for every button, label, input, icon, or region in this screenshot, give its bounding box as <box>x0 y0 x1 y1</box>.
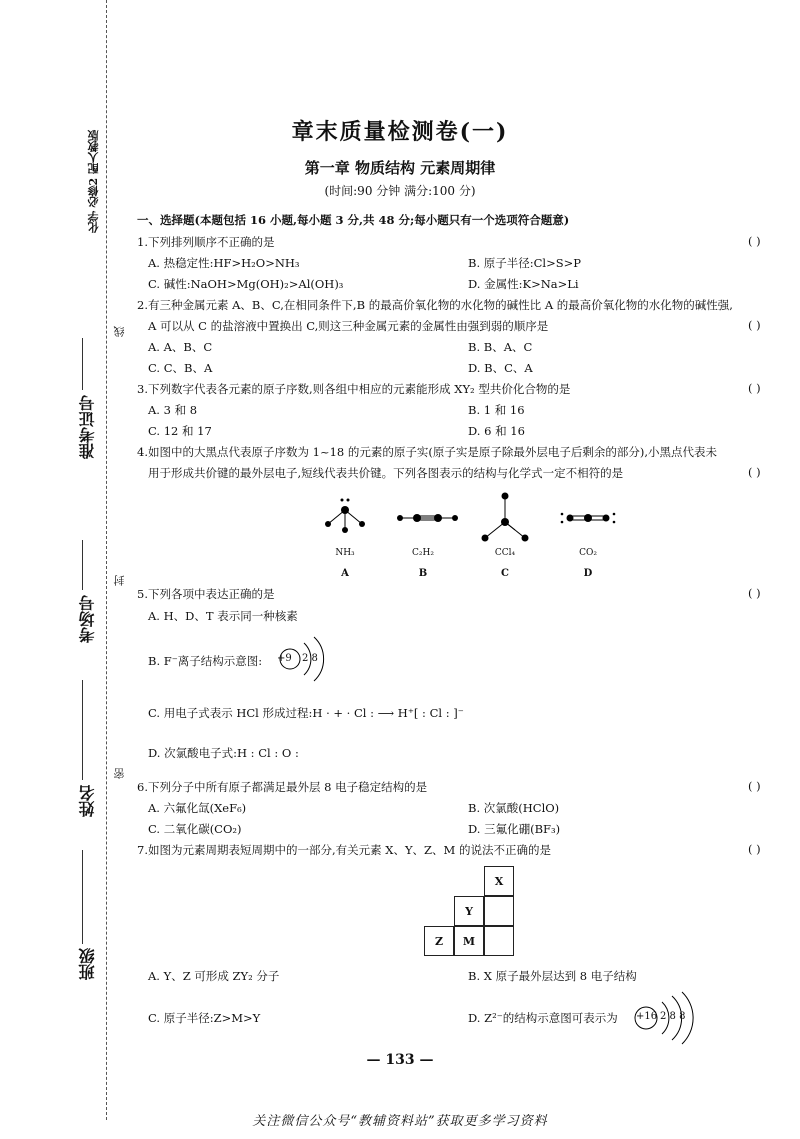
q6-option-a[interactable]: A. 六氟化氙(XeF₆) <box>148 801 247 815</box>
footer-note: 关注微信公众号“教辅资料站”获取更多学习资料 <box>252 1114 548 1129</box>
name-underline <box>82 680 83 780</box>
q6-answer-blank[interactable]: ( ) <box>748 779 761 793</box>
f-ion-shells: 2 8 <box>302 653 318 664</box>
time-score: (时间:90 分钟 满分:100 分) <box>324 184 476 198</box>
q2-option-a[interactable]: A. A、B、C <box>148 340 213 354</box>
q7-option-b[interactable]: B. X 原子最外层达到 8 电子结构 <box>468 969 637 983</box>
q7-stem: 7.如图为元素周期表短周期中的一部分,有关元素 X、Y、Z、M 的说法不正确的是 <box>137 843 551 857</box>
exam-id-label: 准考证号 <box>78 395 97 459</box>
q4-letter-d[interactable]: D <box>583 568 593 579</box>
q1-option-d[interactable]: D. 金属性:K>Na>Li <box>468 277 579 291</box>
class-label: 班级 <box>78 948 97 980</box>
cut-secret-label: 密 <box>113 768 126 779</box>
q7-option-c[interactable]: C. 原子半径:Z>M>Y <box>148 1011 261 1025</box>
q6-stem: 6.下列分子中所有原子都满足最外层 8 电子稳定结构的是 <box>137 780 428 794</box>
q5-option-d[interactable]: D. 次氯酸电子式:H : Cl : O : <box>148 746 299 760</box>
q2-option-b[interactable]: B. B、A、C <box>468 340 533 354</box>
cell-empty <box>484 926 514 956</box>
q4-label-c: CCl₄ <box>494 548 516 558</box>
q7-option-d[interactable]: D. Z²⁻的结构示意图可表示为 <box>468 1011 618 1025</box>
exam-id-underline <box>82 338 83 390</box>
class-underline <box>82 850 83 944</box>
cell-x: X <box>484 866 514 896</box>
s2-ion-nucleus: +16 <box>636 1011 658 1022</box>
q2-answer-blank[interactable]: ( ) <box>748 318 761 332</box>
q3-option-d[interactable]: D. 6 和 16 <box>468 424 525 438</box>
q4-answer-blank[interactable]: ( ) <box>748 465 761 479</box>
cell-z: Z <box>424 926 454 956</box>
cut-line-label: 线 <box>113 326 126 337</box>
cell-m: M <box>454 926 484 956</box>
q4-letter-c[interactable]: C <box>501 568 509 579</box>
q4-label-b: C₂H₂ <box>412 548 434 558</box>
name-label: 姓名 <box>78 785 97 817</box>
cell-y: Y <box>454 896 484 926</box>
q4-structure-diagrams <box>310 488 630 546</box>
s2-ion-shells: 2 8 8 <box>660 1011 686 1022</box>
co2-structure-icon <box>561 513 616 524</box>
q3-option-a[interactable]: A. 3 和 8 <box>148 403 198 417</box>
q1-option-c[interactable]: C. 碱性:NaOH>Mg(OH)₂>Al(OH)₃ <box>148 277 344 291</box>
f-ion-nucleus: +9 <box>277 653 292 664</box>
q4-letter-b[interactable]: B <box>418 568 428 579</box>
q4-stem-2: 用于形成共价键的最外层电子,短线代表共价键。下列各图表示的结构与化学式一定不相符的是 <box>148 466 624 480</box>
cell-empty <box>484 896 514 926</box>
chapter-subtitle: 第一章 物质结构 元素周期律 <box>304 159 496 177</box>
q7-answer-blank[interactable]: ( ) <box>748 842 761 856</box>
q1-answer-blank[interactable]: ( ) <box>748 234 761 248</box>
section-heading: 一、选择题(本题包括 16 小题,每小题 3 分,共 48 分;每小题只有一个选项符合题意) <box>137 213 570 227</box>
c2h2-structure-icon <box>397 514 458 522</box>
q7-option-a[interactable]: A. Y、Z 可形成 ZY₂ 分子 <box>148 969 280 983</box>
q3-option-c[interactable]: C. 12 和 17 <box>148 424 212 438</box>
q4-stem-1: 4.如图中的大黑点代表原子序数为 1~18 的元素的原子实(原子实是原子除最外层电子后剩余的部分),小黑点代表未 <box>137 445 717 459</box>
q6-option-b[interactable]: B. 次氯酸(HClO) <box>468 801 560 815</box>
q4-label-a: NH₃ <box>335 548 355 558</box>
q2-stem-1: 2.有三种金属元素 A、B、C,在相同条件下,B 的最高价氧化物的水化物的碱性比 A 的最高价氧化物的水化物的碱性强, <box>137 298 733 312</box>
q5-option-c[interactable]: C. 用电子式表示 HCl 形成过程:H · + · Cl : ⟶ H⁺[ : Cl : ]⁻ <box>148 706 464 720</box>
q4-label-d: CO₂ <box>579 548 597 558</box>
cut-seal-label: 封 <box>113 575 126 586</box>
q4-letter-a[interactable]: A <box>341 568 349 579</box>
q3-option-b[interactable]: B. 1 和 16 <box>468 403 525 417</box>
q5-option-b[interactable]: B. F⁻离子结构示意图: <box>148 654 263 668</box>
q2-option-c[interactable]: C. C、B、A <box>148 361 213 375</box>
q1-option-a[interactable]: A. 热稳定性:HF>H₂O>NH₃ <box>148 256 300 270</box>
q6-option-c[interactable]: C. 二氧化碳(CO₂) <box>148 822 242 836</box>
q3-answer-blank[interactable]: ( ) <box>748 381 761 395</box>
q5-option-a[interactable]: A. H、D、T 表示同一种核素 <box>148 609 298 623</box>
q3-stem: 3.下列数字代表各元素的原子序数,则各组中相应的元素能形成 XY₂ 型共价化合物的是 <box>137 382 571 396</box>
q5-stem: 5.下列各项中表达正确的是 <box>137 587 275 601</box>
q1-stem: 1.下列排列顺序不正确的是 <box>137 235 275 249</box>
q5-answer-blank[interactable]: ( ) <box>748 586 761 600</box>
page-number: — 133 — <box>366 1052 434 1068</box>
room-label: 考场号 <box>78 595 97 643</box>
page-title: 章末质量检测卷(一) <box>291 119 509 145</box>
q2-stem-2: A 可以从 C 的盐溶液中置换出 C,则这三种金属元素的金属性由强到弱的顺序是 <box>148 319 549 333</box>
ccl4-structure-icon <box>482 493 529 542</box>
nh3-structure-icon <box>325 499 365 534</box>
q2-option-d[interactable]: D. B、C、A <box>468 361 533 375</box>
q6-option-d[interactable]: D. 三氟化硼(BF₃) <box>468 822 561 836</box>
room-underline <box>82 540 83 590</box>
book-label: 化学 必修2 配人教版 <box>87 130 100 234</box>
q1-option-b[interactable]: B. 原子半径:Cl>S>P <box>468 256 582 270</box>
